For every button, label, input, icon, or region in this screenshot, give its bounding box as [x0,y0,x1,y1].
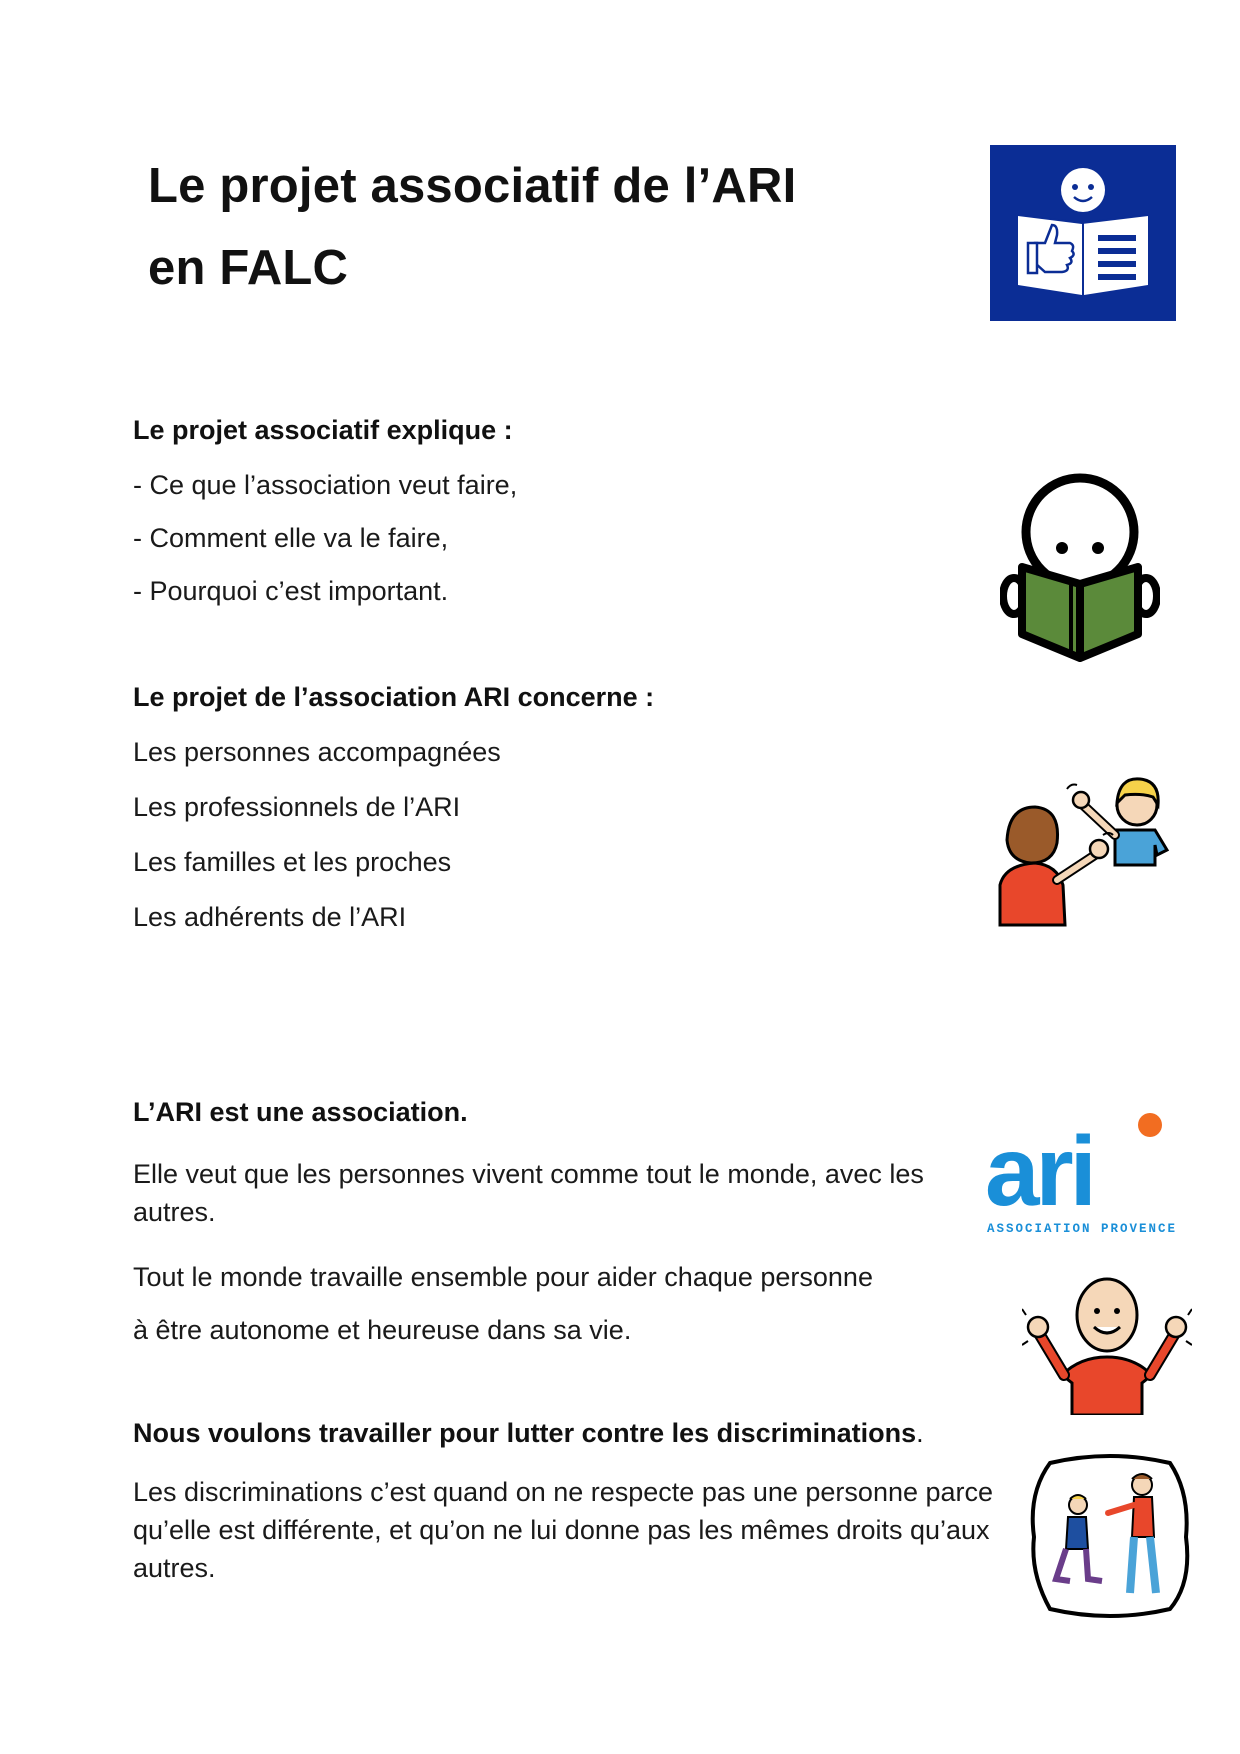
page-title-line1: Le projet associatif de l’ARI [148,159,797,213]
list-item: - Comment elle va le faire, [133,523,449,553]
page-title-line2: en FALC [148,241,349,295]
section-heading-concerne: Le projet de l’association ARI concerne : [133,682,655,712]
ari-logo [985,1105,1180,1235]
paragraph: Elle veut que les personnes vivent comme tout le monde, avec les autres. [133,1159,924,1227]
two-people-waving-icon [995,745,1185,935]
paragraph-line: Tout le monde travaille ensemble pour aider chaque personne [133,1262,873,1292]
discrimination-icon [1030,1453,1190,1619]
easy-to-read-icon [990,145,1176,321]
ari-wordmark: ari [985,1116,1093,1226]
paragraph: Les discriminations c’est quand on ne respecte pas une personne parce qu’elle est différente, et qu’on ne lui donne pas les mêmes droits qu’aux autres. [133,1477,994,1583]
section-heading-explique: Le projet associatif explique : [133,415,513,445]
heading-text: Nous voulons travailler pour lutter contre les discriminations [133,1418,917,1448]
list-item: - Ce que l’association veut faire, [133,470,518,500]
list-item: - Pourquoi c’est important. [133,576,449,606]
list-item: Les professionnels de l’ARI [133,792,461,822]
person-reading-icon [1000,472,1160,668]
list-item: Les adhérents de l’ARI [133,902,407,932]
happy-person-icon [1022,1275,1192,1415]
section-heading-discriminations [133,1418,924,1449]
heading-period: . [916,1418,924,1448]
paragraph-line: à être autonome et heureuse dans sa vie. [133,1315,632,1345]
section-heading-association: L’ARI est une association. [133,1097,468,1127]
list-item: Les familles et les proches [133,847,452,877]
ari-subtitle: ASSOCIATION PROVENCE [987,1222,1178,1235]
list-item: Les personnes accompagnées [133,737,501,767]
